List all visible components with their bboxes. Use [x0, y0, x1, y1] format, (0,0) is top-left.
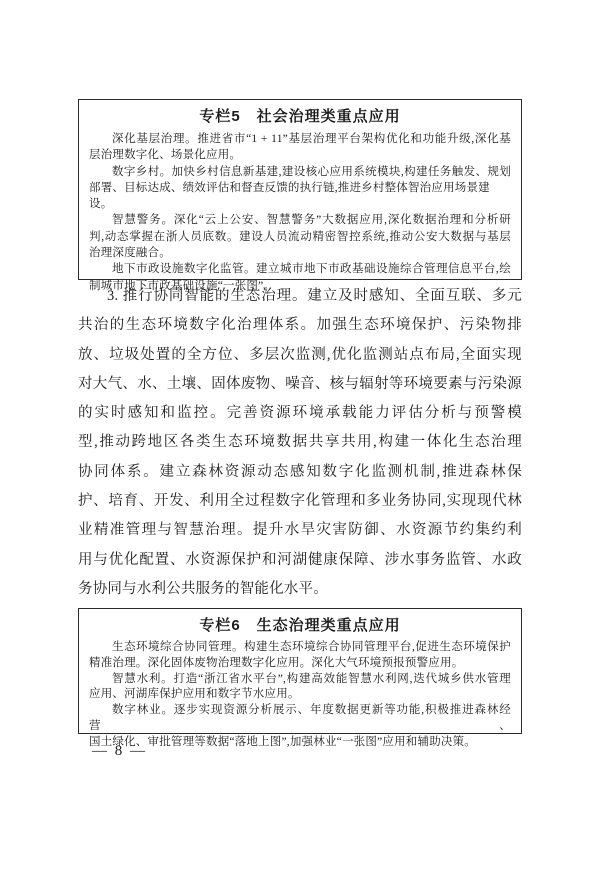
body-line: 用与优化配置、水资源保护和河湖健康保障、涉水事务监管、水政: [78, 551, 522, 568]
body-line: 协同体系。建立森林资源动态感知数字化监测机制,推进森林保: [78, 463, 522, 480]
box5-line: 智慧警务。深化“云上公安、智慧警务”大数据应用,深化数据治理和分析研: [112, 214, 511, 227]
box5-line: 治理深度融合。: [89, 247, 171, 260]
box5-line: 层治理数字化、场景化应用。: [89, 149, 242, 162]
body-line: 务协同与水利公共服务的智能化水平。: [78, 580, 328, 597]
body-line: 3. 推行协同智能的生态治理。建立及时感知、全面互联、多元: [107, 288, 522, 304]
column-box-5: [78, 99, 522, 292]
body-line: 型,推动跨地区各类生态环境数据共享共用,构建一体化生态治理: [78, 434, 522, 451]
column-box-6-title: 专栏6 生态治理类重点应用: [199, 617, 401, 634]
body-line: 护、培育、开发、利用全过程数字化管理和多业务协同,实现现代林: [78, 493, 522, 510]
box5-line: 地下市政设施数字化监管。建立城市地下市政基础设施综合管理信息平台,绘: [112, 263, 511, 276]
body-line: 共治的生态环境数字化治理体系。加强生态环境保护、污染物排: [78, 317, 522, 334]
column-box-5-title: 专栏5 社会治理类重点应用: [199, 108, 401, 125]
body-line: 放、垃圾处置的全方位、多层次监测,优化监测站点布局,全面实现: [78, 346, 522, 363]
box5-line: 判,动态掌握在浙人员底数。建设人员流动精密智控系统,推动公安大数据与基层: [89, 230, 511, 243]
body-paragraph: [78, 282, 522, 604]
box5-line: 数字乡村。加快乡村信息新基建,建设核心应用系统模块,构建任务触发、规划: [112, 165, 511, 178]
box6-line: 数字林业。逐步实现资源分析展示、年度数据更新等功能,积极推进森林经营、: [89, 704, 511, 732]
column-box-6: [78, 608, 522, 748]
box6-line: 生态环境综合协同管理。构建生态环境综合协同管理平台,促进生态环境保护: [112, 641, 511, 653]
box6-line: 智慧水利。打造“浙江省水平台”,构建高效能智慧水利网,迭代城乡供水管理: [112, 672, 511, 685]
box6-line: 应用、河湖库保护应用和数字节水应用。: [89, 688, 300, 701]
body-line: 的实时感知和监控。完善资源环境承载能力评估分析与预警模: [78, 405, 522, 422]
box5-line: 部署、目标达成、绩效评估和督查反馈的执行链,推进乡村整体智治应用场景建设。: [89, 181, 490, 211]
body-line: 业精准管理与智慧治理。提升水旱灾害防御、水资源节约集约利: [78, 522, 522, 539]
box6-line: 国土绿化、审批管理等数据“落地上图”,加强林业“一张图”应用和辅助决策。: [89, 735, 476, 748]
box5-line: 深化基层治理。推进省市“1 + 11”基层治理平台架构优化和功能升级,深化基: [112, 133, 511, 145]
box6-line: 精准治理。深化固体废物治理数字化应用。深化大气环境预报预警应用。: [89, 656, 464, 669]
body-line: 对大气、水、土壤、固体废物、噪音、核与辐射等环境要素与污染源: [78, 375, 522, 392]
box5-line: 制城市地下市政基础设施“一张图”。: [89, 279, 276, 292]
page-number: — 8 —: [92, 743, 147, 759]
